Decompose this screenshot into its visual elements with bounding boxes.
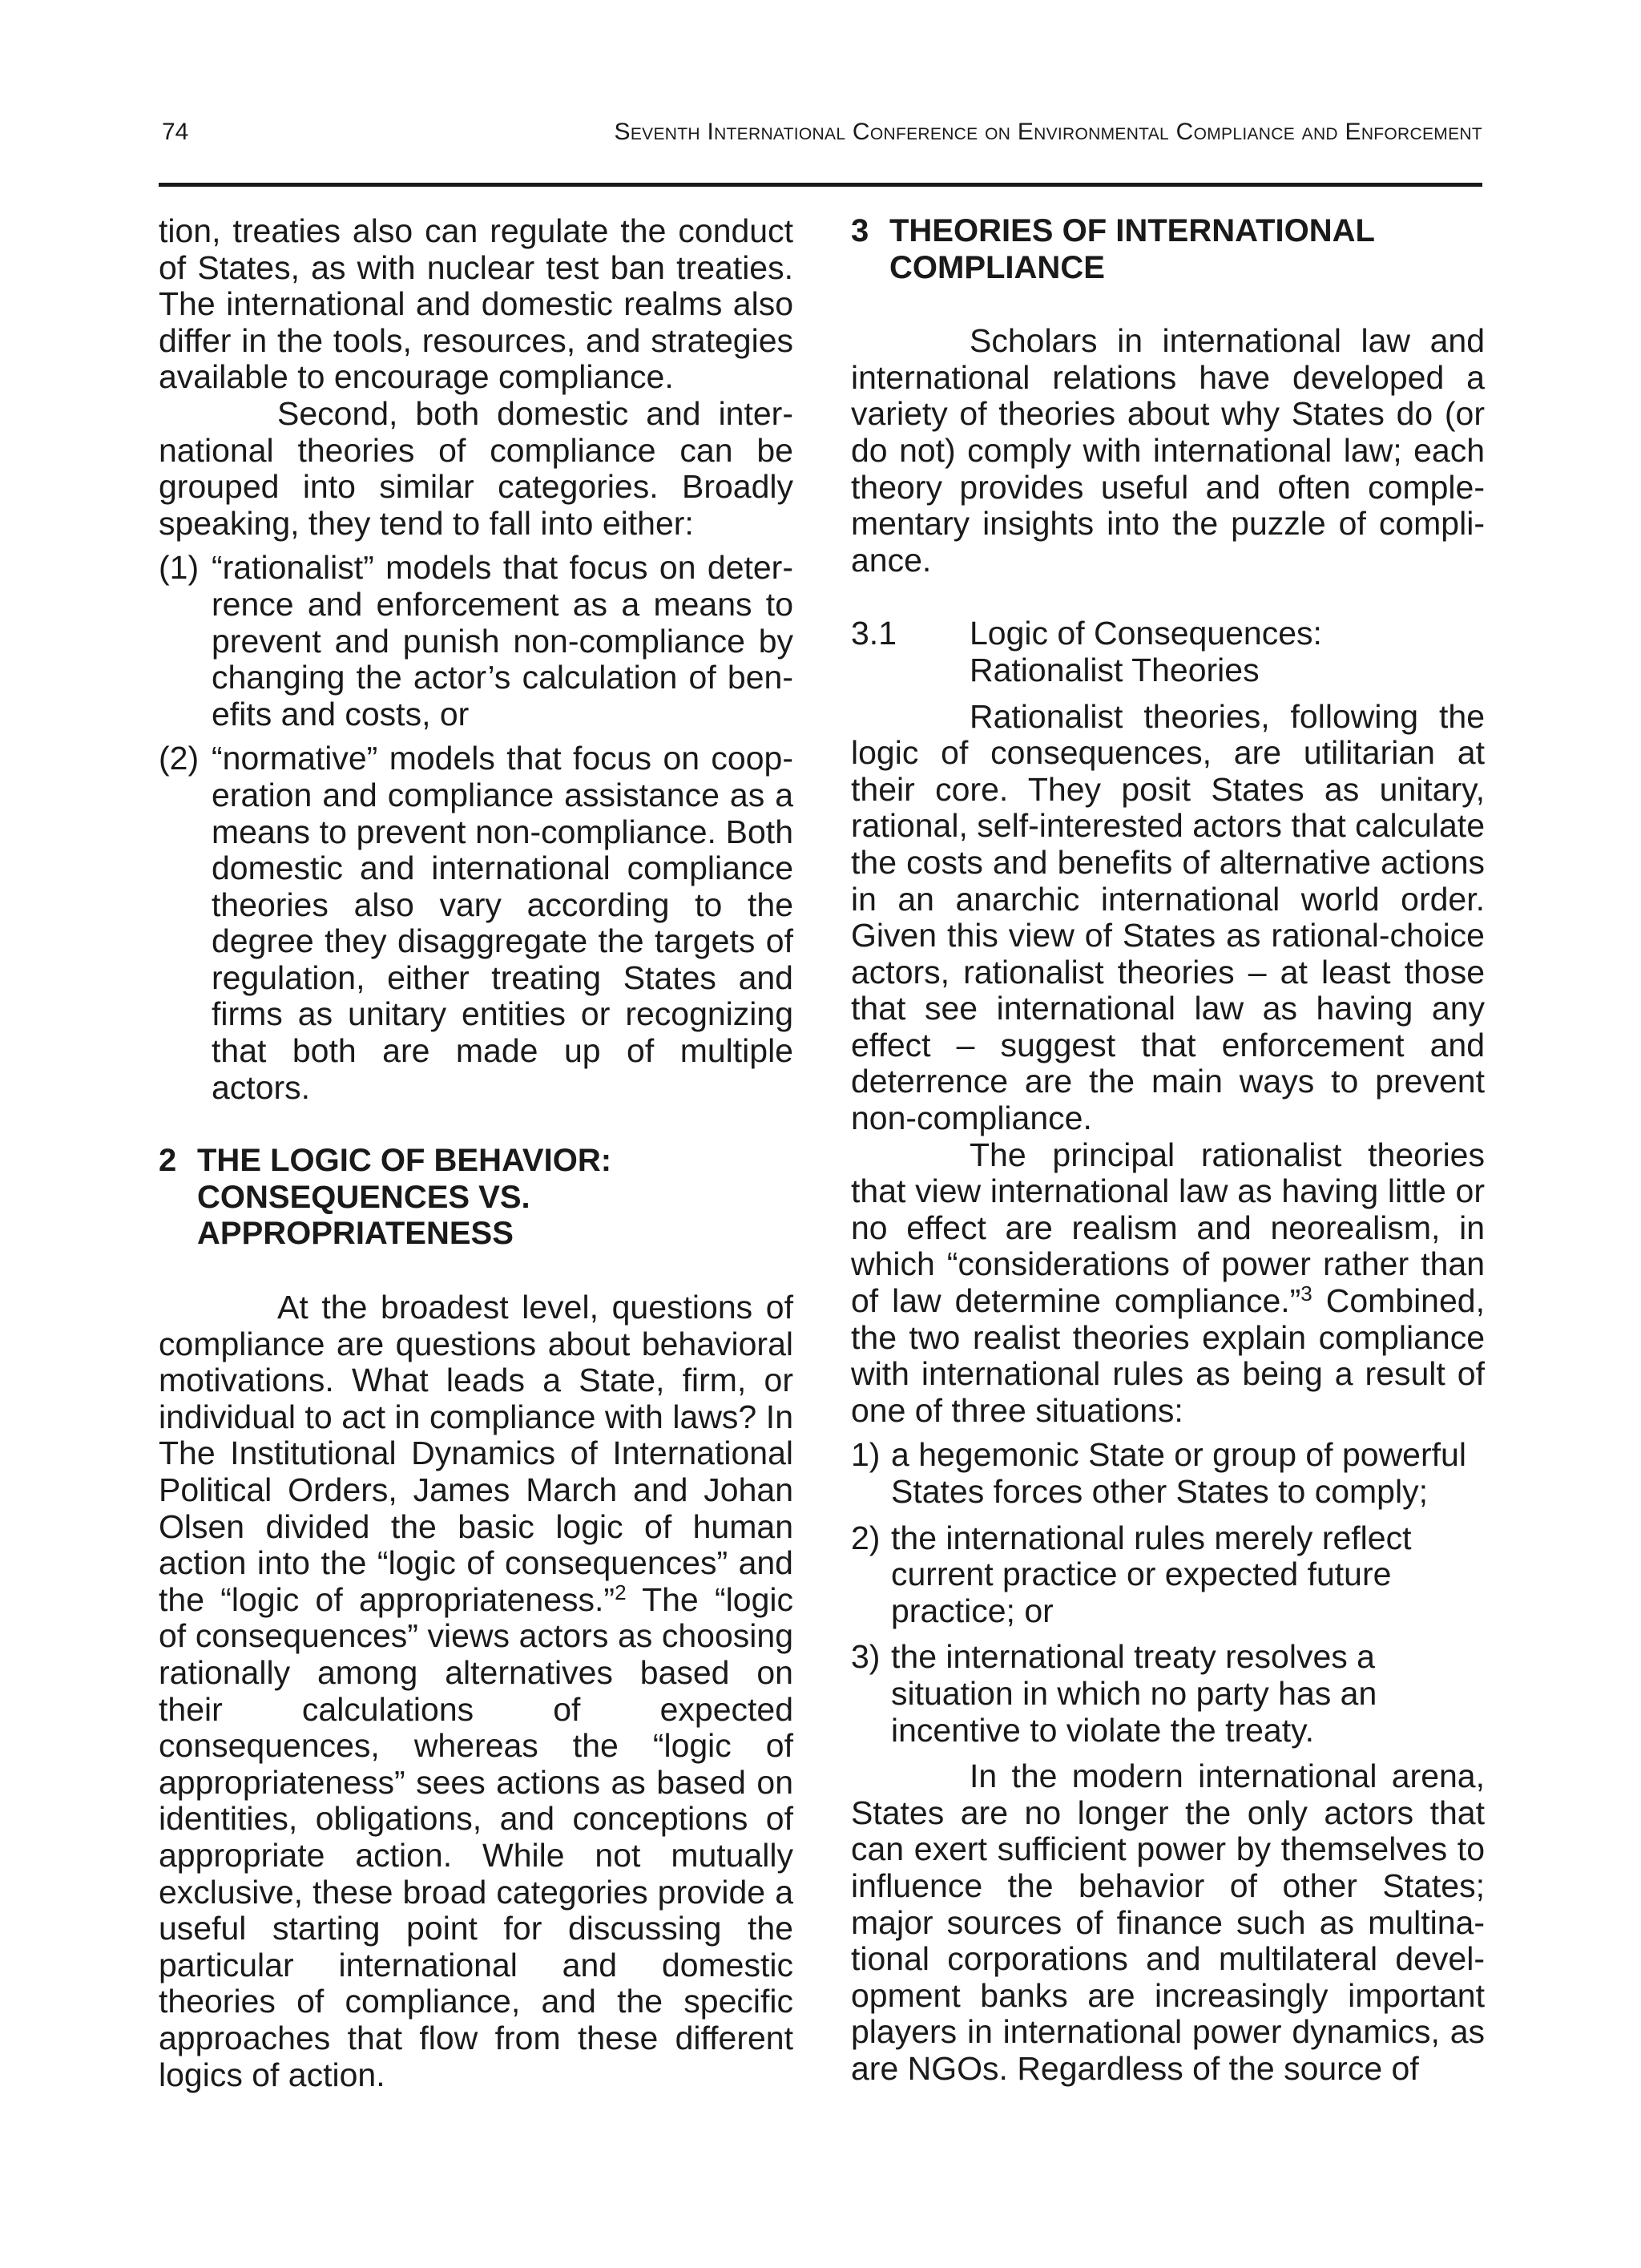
paragraph: Rationalist theories, following the logic of consequences, are utilitarian at their core. They posit States as unitary, rational, self-interested actors that calculate the costs and benefits of alternative actions in an anarchic international world order. Given this view of States as rational-choice actors, rationalist theories – at least those that see international law as having any effect – suggest that enforcement and deterrence are the main ways to prevent non-compliance.	[851, 697, 1485, 1137]
list-item	[159, 550, 793, 732]
list-item	[851, 1437, 1485, 1510]
section-title-line: CONSEQUENCES VS.	[197, 1179, 530, 1215]
section-heading	[851, 213, 1485, 286]
page-header	[159, 119, 1482, 151]
footnote-ref: 2	[615, 1580, 627, 1604]
left-column	[159, 213, 793, 2093]
section-number: 2	[159, 1143, 177, 1179]
categories-list	[159, 550, 793, 1106]
paragraph: Second, both domestic and international theories of compliance can be grouped into similar categories. Broadly speaking, they tend to fall into either:	[159, 394, 793, 542]
list-marker: (2)	[159, 740, 200, 777]
right-column	[851, 213, 1485, 2088]
list-item-text: the international treaty resolves a situation in which no party has an incentive to violate the treaty.	[891, 1638, 1377, 1749]
page-number: 74	[162, 119, 189, 145]
paragraph	[851, 1137, 1485, 1430]
paragraph: tion, treaties also can regulate the conduct of States, as with nuclear test ban treaties. The international and domestic realms also differ in the tools, resources, and strategies available to encourage compliance.	[159, 212, 793, 396]
subsection-heading	[851, 615, 1485, 688]
paragraph-text: Combined, the two realist theories explain compliance with international rules as being a result of one of three situations:	[851, 1282, 1485, 1429]
situations-list	[851, 1437, 1485, 1749]
list-item	[159, 741, 793, 1106]
list-item	[851, 1639, 1485, 1749]
section-title-line: THE LOGIC OF BEHAVIOR:	[197, 1143, 612, 1179]
section-number: 3	[851, 213, 869, 248]
list-marker: 3)	[851, 1638, 881, 1676]
list-marker: 2)	[851, 1519, 881, 1556]
list-item-text: “rationalist” models that focus on deterrence and enforcement as a means to prevent and punish non-compliance by changing the actor’s calculation of benefits and costs, or	[212, 549, 793, 732]
section-title-line: APPROPRIATENESS	[197, 1216, 514, 1252]
list-item-text: the international rules merely reflect current practice or expected future practice; or	[891, 1519, 1412, 1629]
header-rule	[159, 183, 1482, 187]
section-heading	[159, 1143, 793, 1253]
footnote-ref: 3	[1300, 1281, 1312, 1306]
paragraph-text: The “logic of consequences” views actors as choosing rationally among alternatives based on their calculations of expected consequences, whereas the “logic of appropriateness” sees actions as based on identities, obligations, and conceptions of appropriate action. While not mutually exclusive, these broad categories provide a useful starting point for discussing the particular international and domestic theories of compliance, and the specific approaches that flow from these different logics of action.	[159, 1580, 793, 2093]
paragraph-text: The principal rationalist theories that view international law as having little or no effect are realism and neorealism, in which “considerations of power rather than of law determine compliance.”	[851, 1136, 1485, 1320]
subsection-title-line: Logic of Consequences:	[970, 615, 1322, 652]
section-title-line: COMPLIANCE	[889, 249, 1105, 285]
list-marker: 1)	[851, 1436, 881, 1474]
section-title-line: THEORIES OF INTERNATIONAL	[889, 213, 1375, 248]
list-item	[851, 1520, 1485, 1630]
subsection-number: 3.1	[851, 615, 897, 652]
list-item-text: a hegemonic State or group of powerful States forces other States to comply;	[891, 1436, 1466, 1510]
paragraph-text: At the broadest level, questions of compliance are questions about behavioral motivations. What leads a State, firm, or individual to act in compliance with laws? In The Institutional Dynamics of International Political Orders, James March and Johan Olsen divided the basic logic of human action into the “logic of consequences” and the “logic of appropriateness.”	[159, 1289, 793, 1618]
paragraph: In the modern international arena, States are no longer the only actors that can exert sufficient power by themselves to influence the behavior of other States; major sources of finance such as multinational corporations and multilateral development banks are increasingly important players in international power dynamics, as are NGOs. Regardless of the source of	[851, 1757, 1485, 2087]
list-marker: (1)	[159, 549, 200, 587]
subsection-title-line: Rationalist Theories	[970, 651, 1260, 688]
list-item-text: “normative” models that focus on cooperation and compliance assistance as a means to prevent non-compliance. Both domestic and international compliance theories also vary according to the degree they disaggregate the targets of regulation, either treating States and firms as unitary entities or recognizing that both are made up of multiple actors.	[212, 740, 793, 1106]
paragraph: Scholars in international law and international relations have developed a variety of theories about why States do (or do not) comply with international law; each theory provides useful and often complementary insights into the puzzle of compliance.	[851, 322, 1485, 579]
running-head: Seventh International Conference on Environmental Compliance and Enforcement	[614, 119, 1482, 145]
paragraph	[159, 1289, 793, 2093]
